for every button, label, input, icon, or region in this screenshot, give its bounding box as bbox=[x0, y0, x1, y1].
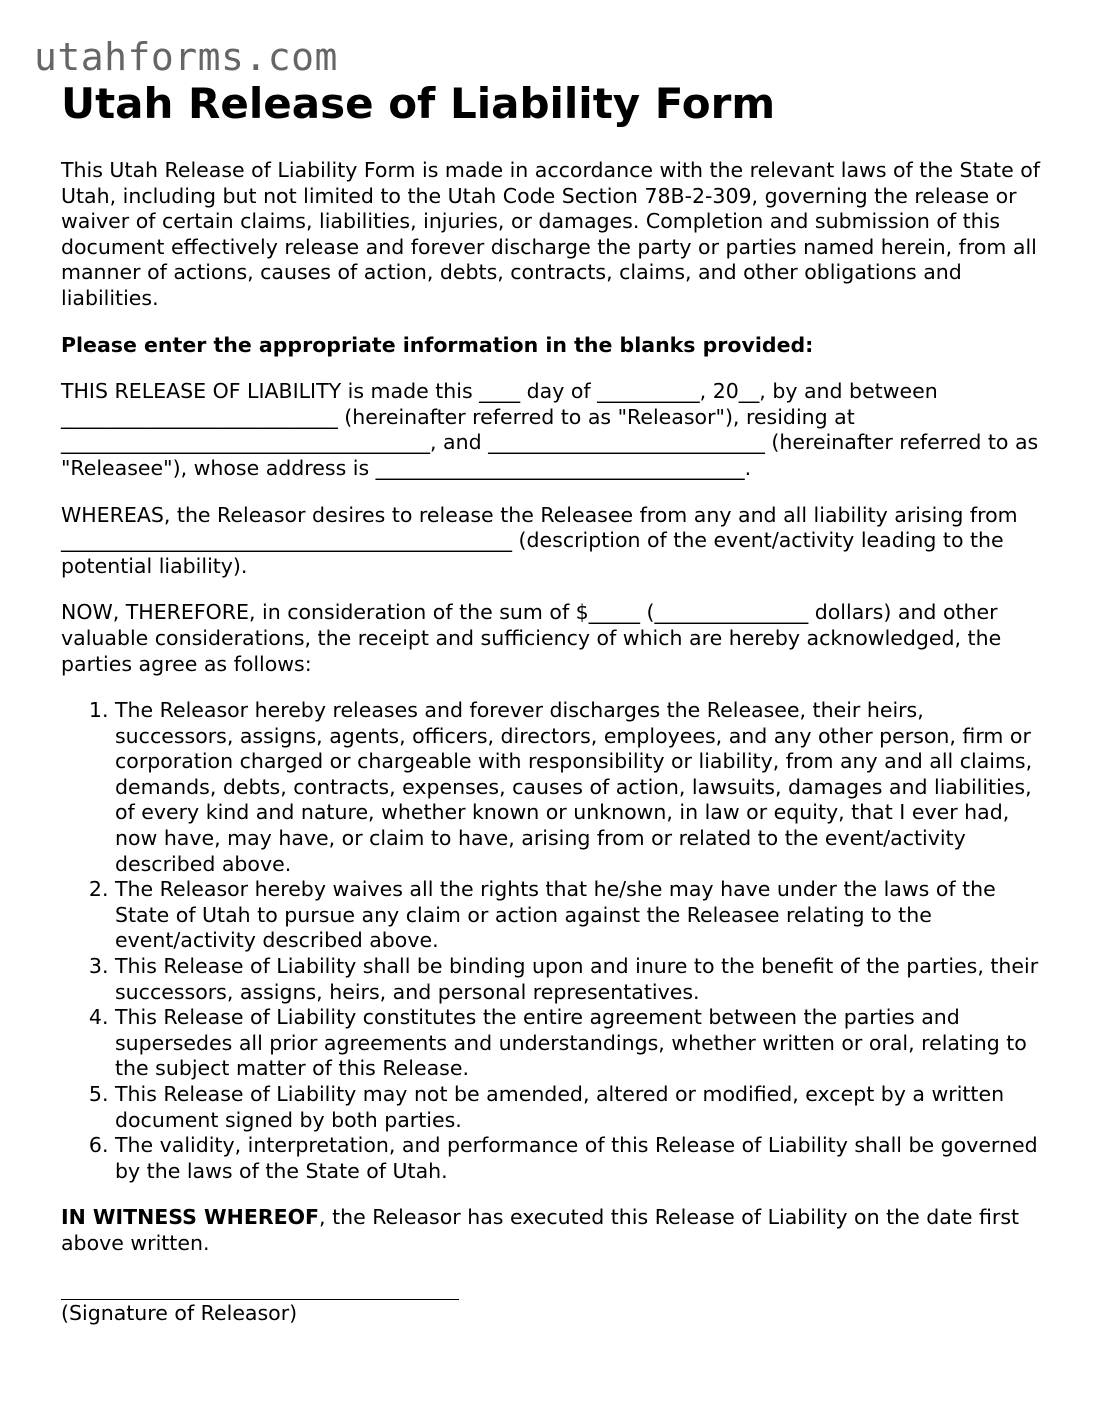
document-page bbox=[61, 78, 1041, 1326]
witness-bold: IN WITNESS WHEREOF bbox=[61, 1205, 320, 1230]
parties-paragraph: THIS RELEASE OF LIABILITY is made this ____ day of __________, 20__, by and between ___________________________ (hereinafter referred to as "Releasor"), residing at ____________________________________, and ___________________________ (hereinafter referred to as "Releasee"), whose address is ____________________________________. bbox=[61, 379, 1039, 480]
page-title: Utah Release of Liability Form bbox=[61, 79, 776, 128]
witness-rest: , the Releasor has executed this Release of Liability on the date first above written. bbox=[61, 1205, 1020, 1255]
list-item: 6. The validity, interpretation, and performance of this Release of Liability shall be governed by the laws of the State of Utah. bbox=[115, 1133, 1041, 1184]
intro-paragraph: This Utah Release of Liability Form is made in accordance with the relevant laws of the State of Utah, including but not limited to the Utah Code Section 78B-2-309, governing the release or waiver of certain claims, liabilities, injuries, or damages. Completion and submission of this document effectively release and forever discharge the party or parties named herein, from all manner of actions, causes of action, debts, contracts, claims, and other obligations and liabilities. bbox=[61, 158, 1040, 310]
terms-list bbox=[61, 698, 1041, 1184]
signature-line[interactable] bbox=[61, 1299, 459, 1300]
watermark: utahforms.com bbox=[34, 35, 338, 79]
witness-paragraph bbox=[61, 1205, 1041, 1256]
consideration-paragraph: NOW, THEREFORE, in consideration of the sum of $_____ (_______________ dollars) and other valuable considerations, the receipt and sufficiency of which are hereby acknowledged, the parties agree as follows: bbox=[61, 600, 1002, 676]
list-item: 5. This Release of Liability may not be amended, altered or modified, except by a written document signed by both parties. bbox=[115, 1082, 1041, 1133]
signature-block bbox=[61, 1299, 1041, 1327]
list-item: 4. This Release of Liability constitutes the entire agreement between the parties and supersedes all prior agreements and understandings, whether written or oral, relating to the subject matter of this Release. bbox=[115, 1005, 1041, 1082]
list-item: 2. The Releasor hereby waives all the rights that he/she may have under the laws of the State of Utah to pursue any claim or action against the Releasee relating to the event/activity described above. bbox=[115, 877, 1041, 954]
instruction-line: Please enter the appropriate information in the blanks provided: bbox=[61, 332, 814, 357]
list-item: 1. The Releasor hereby releases and forever discharges the Releasee, their heirs, successors, assigns, agents, officers, directors, employees, and any other person, firm or corporation charged or chargeable with responsibility or liability, from any and all claims, demands, debts, contracts, expenses, causes of action, lawsuits, damages and liabilities, of every kind and nature, whether known or unknown, in law or equity, that I ever had, now have, may have, or claim to have, arising from or related to the event/activity described above. bbox=[115, 698, 1041, 877]
whereas-paragraph: WHEREAS, the Releasor desires to release the Releasee from any and all liability arising from ____________________________________________ (description of the event/activity leading to the potential liability). bbox=[61, 502, 1018, 578]
signature-caption: (Signature of Releasor) bbox=[61, 1300, 298, 1325]
list-item: 3. This Release of Liability shall be binding upon and inure to the benefit of the parties, their successors, assigns, heirs, and personal representatives. bbox=[115, 954, 1041, 1005]
